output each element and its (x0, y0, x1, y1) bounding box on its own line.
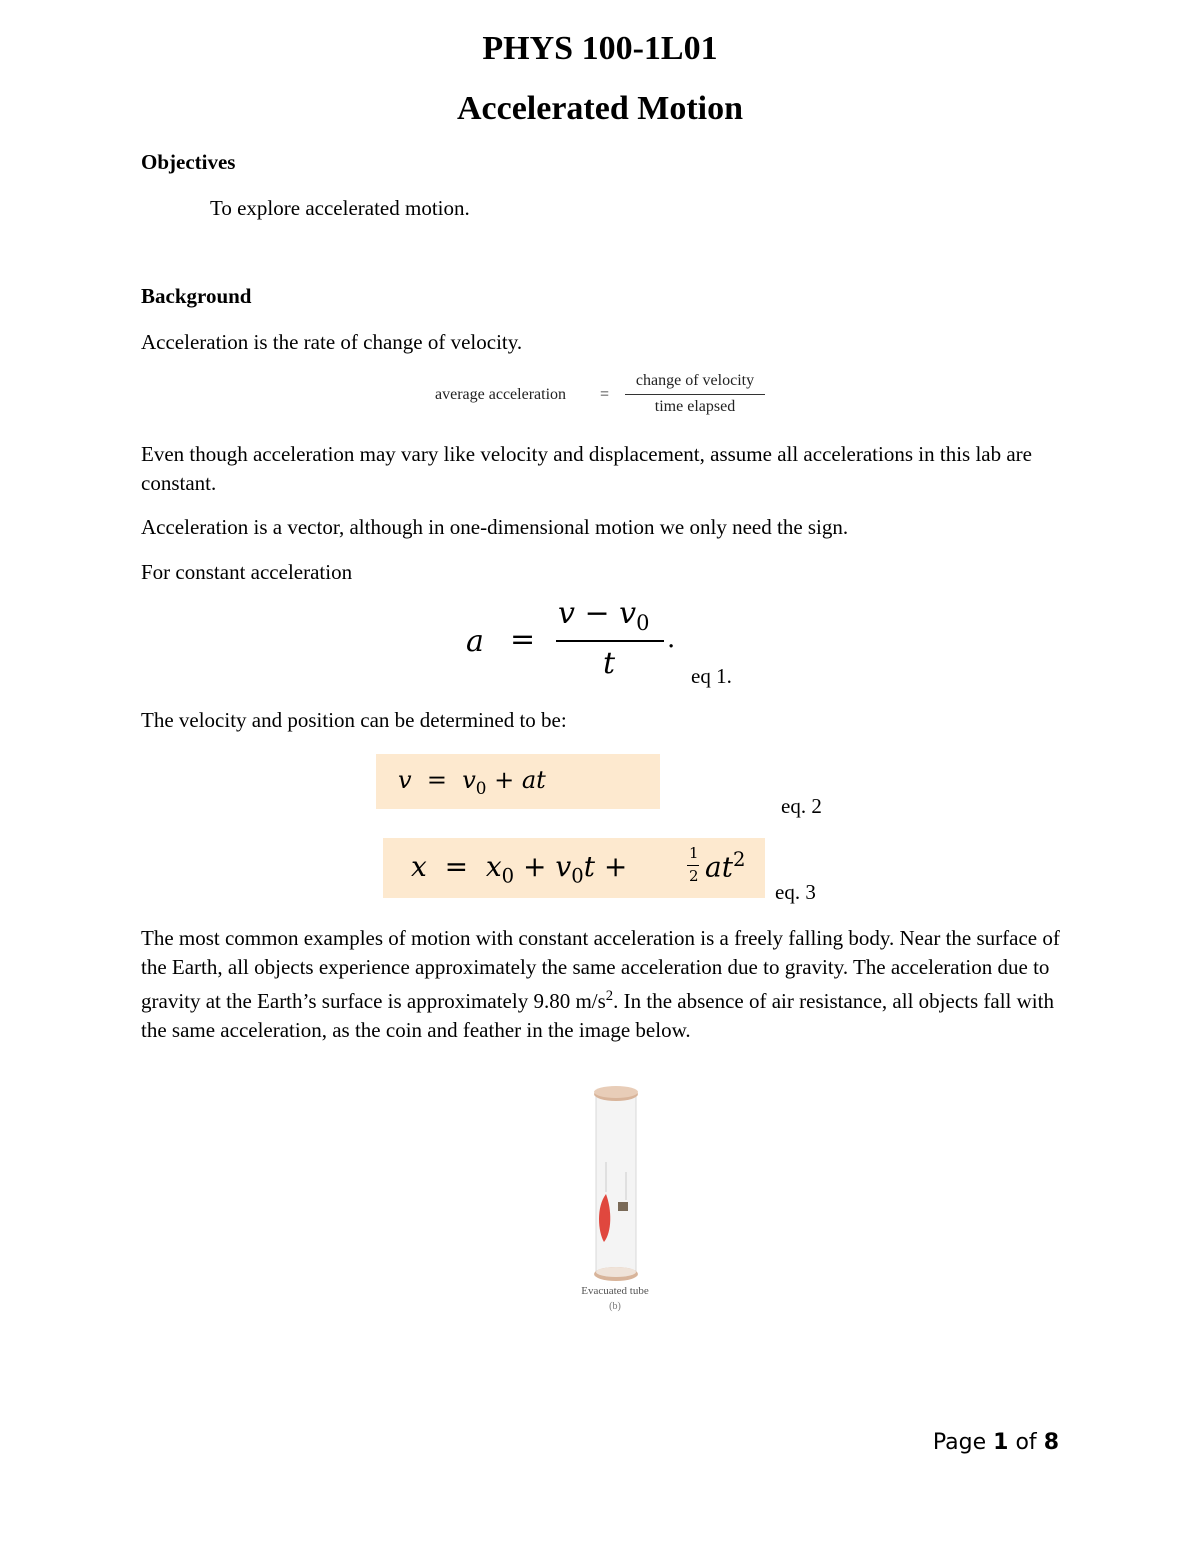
tube-illustration (560, 1082, 670, 1282)
equation-1: a = $v - v_0$ t . (466, 596, 676, 681)
fraction-bar (625, 394, 765, 395)
background-paragraph-6: The most common examples of motion with constant acceleration is a freely falling body. Near the surface of the Earth, all objects experience approximately the same acceleration due to gravity. The acceleration due to gravity at the Earth’s surface is approximately 9.80 $m/s^2$. In the absence of air resistance, all objects fall with the same acceleration, as the coin and feather in the image below. (141, 926, 1060, 1042)
formula-equals: = (600, 386, 610, 403)
background-paragraph-5: The velocity and position can be determined to be: (141, 708, 567, 732)
figure-subcaption: (b) (609, 1301, 621, 1312)
background-paragraph-2: Even though acceleration may vary like velocity and displacement, assume all accelerations in this lab are constant. (141, 442, 1032, 495)
background-heading: Background (141, 284, 252, 308)
formula-lhs: average acceleration (435, 386, 567, 403)
background-paragraph-1: Acceleration is the rate of change of velocity. (141, 330, 523, 354)
figure-caption: Evacuated tube (581, 1285, 649, 1297)
page-title: Accelerated Motion (456, 90, 744, 127)
eq1-fraction-bar (556, 640, 664, 642)
background-paragraph-4: For constant acceleration (141, 560, 353, 584)
equation-2: $v = v_0$ + at (376, 754, 660, 809)
coin-icon (618, 1202, 628, 1211)
eq2-label: eq. 2 (781, 794, 822, 818)
equation-3: $x = x_0 + v_0t$ + 1 2 $at^2$ (383, 838, 765, 898)
background-paragraph-3: Acceleration is a vector, although in one-dimensional motion we only need the sign. (141, 515, 849, 539)
formula-numerator: change of velocity (635, 372, 755, 389)
course-code: PHYS 100-1L01 (482, 30, 718, 67)
evacuated-tube-figure (560, 1082, 670, 1322)
average-acceleration-formula (435, 372, 775, 420)
formula-denominator: time elapsed (654, 398, 736, 415)
objectives-text: To explore accelerated motion. (210, 196, 470, 220)
page-number-footer: Page 1 of 8 (932, 1430, 1059, 1455)
eq1-label: eq 1. (691, 664, 732, 688)
objectives-heading: Objectives (141, 150, 236, 174)
eq3-label: eq. 3 (775, 880, 816, 904)
